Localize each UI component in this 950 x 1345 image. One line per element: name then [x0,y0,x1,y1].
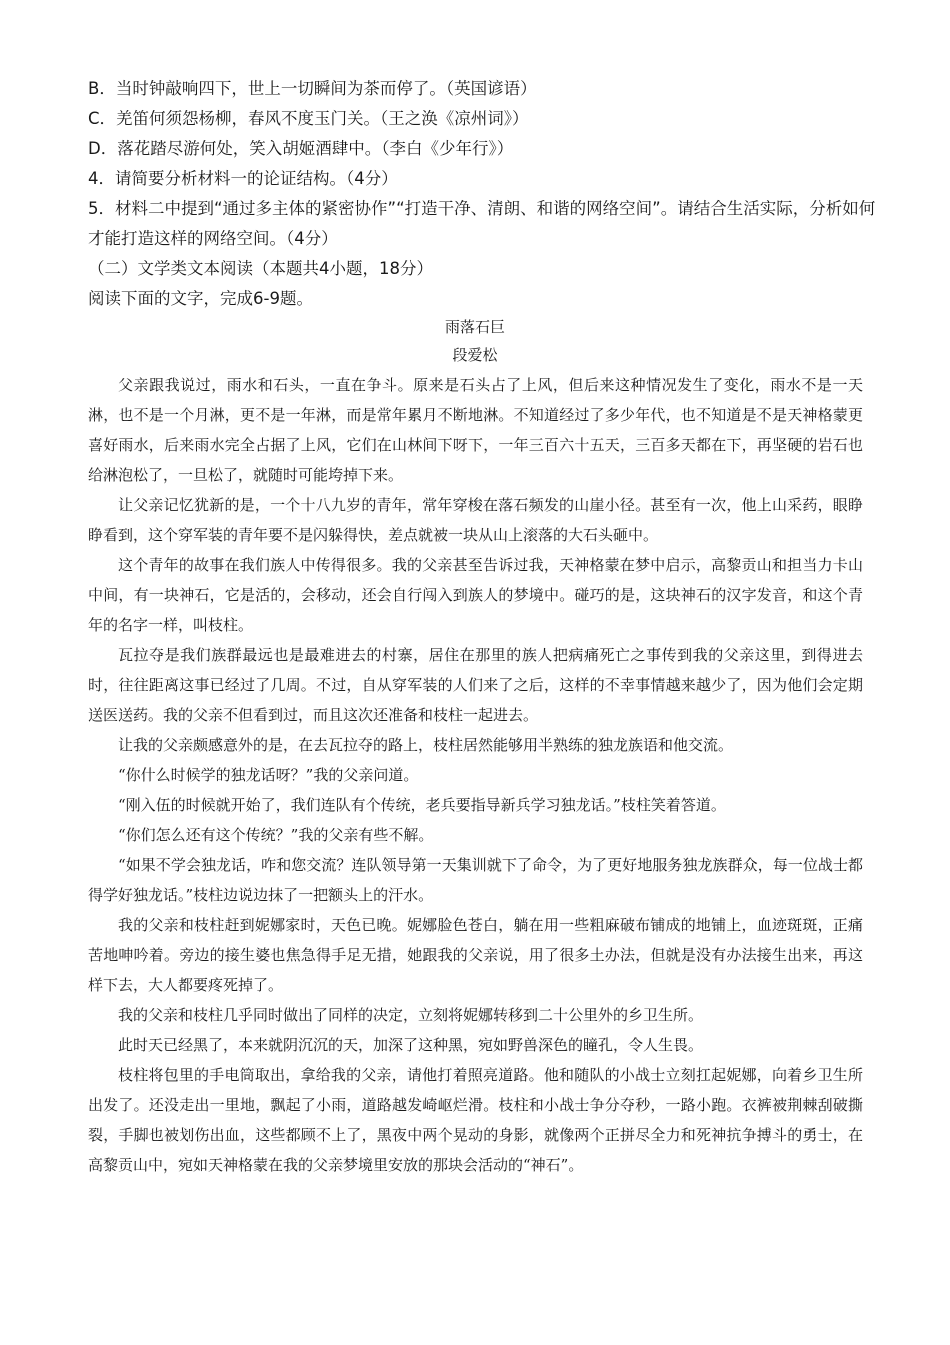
story-paragraph: 此时天已经黑了，本来就阴沉沉的天，加深了这种黑，宛如野兽深色的瞳孔，令人生畏。 [118,1036,704,1054]
section-heading: （二）文学类文本阅读（本题共4小题，18分） [88,259,433,278]
story-paragraph: 我的父亲和枝柱几乎同时做出了同样的决定，立刻将妮娜转移到二十公里外的乡卫生所。 [118,1006,704,1024]
question-5: 5．材料二中提到“通过多主体的紧密协作”“打造干净、清朗、和谐的网络空间”。请结合生活实际，分析如何才能打造这样的网络空间。（4分） [88,199,876,248]
story-paragraph: 枝柱将包里的手电筒取出，拿给我的父亲，请他打着照亮道路。他和随队的小战士立刻扛起妮娜，向着乡卫生所出发了。还没走出一里地，飘起了小雨，道路越发崎岖烂滑。枝柱和小战士争分夺秒，一路小跑。衣裤被荆棘刮破撕裂，手脚也被划伤出血，这些都顾不上了，黑夜中两个晃动的身影，就像两个正拼尽全力和死神抗争搏斗的勇士，在高黎贡山中，宛如天神格蒙在我的父亲梦境里安放的那块会活动的“神石”。 [88,1066,863,1174]
story-dialogue: “如果不学会独龙话，咋和您交流？连队领导第一天集训就下了命令，为了更好地服务独龙族群众，每一位战士都得学好独龙话。”枝柱边说边抹了一把额头上的汗水。 [88,856,863,904]
reading-instruction: 阅读下面的文字，完成6-9题。 [88,289,313,308]
story-paragraph: 父亲跟我说过，雨水和石头，一直在争斗。原来是石头占了上风，但后来这种情况发生了变化，雨水不是一天淋，也不是一个月淋，更不是一年淋，而是常年累月不断地淋。不知道经过了多少年代，也不知道是不是天神格蒙更喜好雨水，后来雨水完全占据了上风，它们在山林间下呀下，一年三百六十五天，三百多天都在下，再坚硬的岩石也给淋泡松了，一旦松了，就随时可能垮掉下来。 [88,376,863,484]
story-author: 段爱松 [452,346,498,364]
story-paragraph: 这个青年的故事在我们族人中传得很多。我的父亲甚至告诉过我，天神格蒙在梦中启示，高黎贡山和担当力卡山中间，有一块神石，它是活的，会移动，还会自行闯入到族人的梦境中。碰巧的是，这块神石的汉字发音，和这个青年的名字一样，叫枝柱。 [88,556,863,634]
option-c: C．羌笛何须怨杨柳，春风不度玉门关。（王之涣《凉州词》） [88,109,529,128]
story-paragraph: 瓦拉夺是我们族群最远也是最难进去的村寨，居住在那里的族人把病痛死亡之事传到我的父亲这里，到得进去时，往往距离这事已经过了几周。不过，自从穿军装的人们来了之后，这样的不幸事情越来越少了，因为他们会定期送医送药。我的父亲不但看到过，而且这次还准备和枝柱一起进去。 [88,646,863,724]
story-body [88,370,863,1180]
option-b: B．当时钟敲响四下，世上一切瞬间为茶而停了。（英国谚语） [88,79,537,98]
story-dialogue: “刚入伍的时候就开始了，我们连队有个传统，老兵要指导新兵学习独龙话。”枝柱笑着答道。 [118,796,726,814]
story-paragraph: 让父亲记忆犹新的是，一个十八九岁的青年，常年穿梭在落石频发的山崖小径。甚至有一次，他上山采药，眼睁睁看到，这个穿军装的青年要不是闪躲得快，差点就被一块从山上滚落的大石头砸中。 [88,496,863,544]
story-title: 雨落石巨 [444,318,505,336]
question-4: 4．请简要分析材料一的论证结构。（4分） [88,169,398,188]
story-dialogue: “你什么时候学的独龙话呀？”我的父亲问道。 [118,766,419,784]
story-dialogue: “你们怎么还有这个传统？”我的父亲有些不解。 [118,826,434,844]
story-paragraph: 让我的父亲颇感意外的是，在去瓦拉夺的路上，枝柱居然能够用半熟练的独龙族语和他交流。 [118,736,734,754]
option-d: D．落花踏尽游何处，笑入胡姬酒肆中。（李白《少年行》） [88,139,514,158]
story-paragraph: 我的父亲和枝柱赶到妮娜家时，天色已晚。妮娜脸色苍白，躺在用一些粗麻破布铺成的地铺上，血迹斑斑，正痛苦地呻吟着。旁边的接生婆也焦急得手足无措，她跟我的父亲说，用了很多土办法，但就是没有办法接生出来，再这样下去，大人都要疼死掉了。 [88,916,863,994]
